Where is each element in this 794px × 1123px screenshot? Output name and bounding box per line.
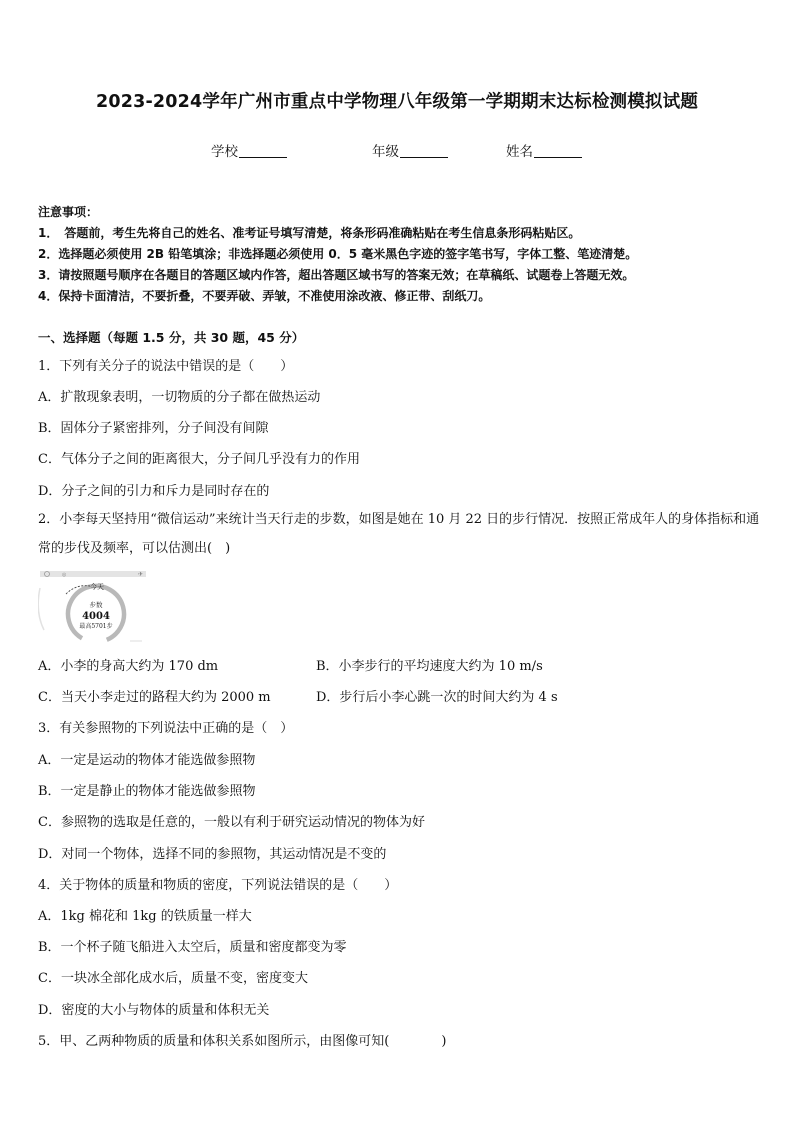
name-label: 姓名 (506, 144, 533, 160)
notice-item: 2．选择题必须使用 2B 铅笔填涂；非选择题必须使用 0．5 毫米黑色字迹的签字笔书写，字体工整、笔迹清楚。 (38, 247, 638, 261)
question-3-option-d: D．对同一个物体，选择不同的参照物，其运动情况是不变的 (38, 847, 387, 862)
question-1-option-b: B．固体分子紧密排列，分子间没有间隙 (38, 421, 269, 436)
exam-title: 2023-2024学年广州市重点中学物理八年级第一学期期末达标检测模拟试题 (95, 92, 699, 112)
image-bar-text: ◎ (62, 572, 67, 578)
question-2-option-a: A．小李的身高大约为 170 dm (38, 659, 219, 674)
today-label: 今天 (90, 583, 104, 591)
name-blank (534, 143, 582, 158)
question-4-option-c: C．一块冰全部化成水后，质量不变，密度变大 (38, 971, 308, 986)
question-4-option-b: B．一个杯子随飞船进入太空后，质量和密度都变为零 (38, 940, 347, 955)
grade-blank (400, 143, 448, 158)
notice-item: 4．保持卡面清洁，不要折叠，不要弄破、弄皱，不准使用涂改液、修正带、刮纸刀。 (38, 289, 491, 303)
max-steps: 最高5701步 (79, 623, 113, 630)
question-3-option-c: C．参照物的选取是任意的，一般以有利于研究运动情况的物体为好 (38, 815, 425, 830)
notice-title: 注意事项： (38, 205, 99, 219)
question-3-option-b: B．一定是静止的物体才能选做参照物 (38, 784, 256, 799)
question-4-stem: 4．关于物体的质量和物质的密度，下列说法错误的是（ ） (38, 878, 398, 893)
steps-value: 4004 (82, 611, 110, 622)
question-1-option-d: D．分子之间的引力和斥力是同时存在的 (38, 484, 270, 499)
grade-field (372, 140, 448, 160)
school-blank (239, 143, 287, 158)
question-1-stem: 1．下列有关分子的说法中错误的是（ ） (38, 359, 294, 374)
steps-label: 步数 (89, 601, 103, 609)
notice-item: 1． 答题前，考生先将自己的姓名、准考证号填写清楚，将条形码准确粘贴在考生信息条形码粘贴区。 (38, 226, 581, 240)
question-3-stem: 3．有关参照物的下列说法中正确的是（ ） (38, 721, 294, 736)
notice-item: 3．请按照题号顺序在各题目的答题区域内作答，超出答题区域书写的答案无效；在草稿纸、试题卷上答题无效。 (38, 268, 635, 282)
question-2-option-d: D．步行后小李心跳一次的时间大约为 4 s (316, 690, 558, 705)
question-2-option-c: C．当天小李走过的路程大约为 2000 m (38, 690, 271, 705)
question-3-option-a: A．一定是运动的物体才能选做参照物 (38, 753, 256, 768)
school-label: 学校 (211, 144, 238, 160)
question-2-option-b: B．小李步行的平均速度大约为 10 m/s (316, 659, 543, 674)
school-field (211, 140, 287, 160)
question-1-option-a: A．扩散现象表明，一切物质的分子都在做热运动 (38, 390, 321, 405)
question-4-option-a: A．1kg 棉花和 1kg 的铁质量一样大 (38, 909, 252, 924)
question-1-option-c: C．气体分子之间的距离很大，分子间几乎没有力的作用 (38, 452, 360, 467)
question-4-option-d: D．密度的大小与物体的质量和体积无关 (38, 1003, 270, 1018)
name-field (506, 140, 582, 160)
grade-label: 年级 (372, 144, 399, 160)
question-5-stem: 5．甲、乙两种物质的质量和体积关系如图所示，由图像可知( ) (38, 1034, 447, 1049)
step-count-image (38, 566, 148, 644)
question-2-stem: 2．小李每天坚持用“微信运动”来统计当天行走的步数，如图是她在 10 月 22 日的步行情况．按照正常成年人的身体指标和通常的步伐及频率，可以估测出( ) (38, 512, 760, 556)
section-heading: 一、选择题（每题 1.5 分，共 30 题，45 分） (38, 330, 305, 345)
image-plane-icon: ✈ (138, 571, 144, 578)
